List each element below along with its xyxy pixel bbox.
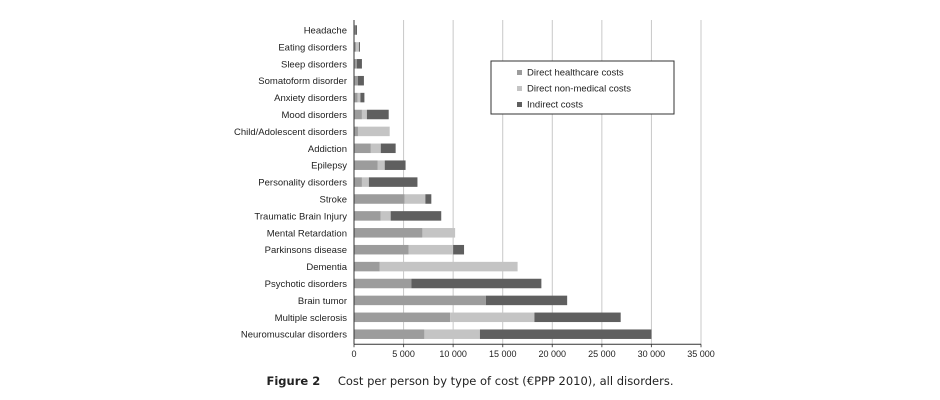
bar-segment-indirect [453, 245, 464, 255]
bar-segment-indirect [369, 177, 418, 187]
bar-segment-direct-healthcare [354, 296, 486, 306]
x-tick-labels [351, 349, 714, 359]
x-tick-label: 15 000 [488, 349, 517, 360]
bar-segment-indirect [355, 25, 356, 35]
bar-segment-direct-healthcare [354, 245, 409, 255]
x-tick-label: 5 000 [392, 349, 415, 360]
x-tick-label: 20 000 [538, 349, 567, 360]
x-tick-label: 25 000 [588, 349, 616, 360]
bar-segment-indirect [391, 211, 442, 221]
bar-segment-direct-non-medical [362, 110, 367, 120]
x-tick-label: 30 000 [637, 349, 666, 360]
legend-swatch [517, 70, 522, 75]
bar-segment-direct-healthcare [354, 228, 422, 238]
bar-segment-indirect [486, 296, 567, 306]
category-label: Headache [303, 25, 347, 37]
category-label: Multiple sclerosis [274, 312, 347, 324]
category-label: Dementia [306, 262, 347, 274]
bar-segment-direct-healthcare [354, 211, 381, 221]
bar-segment-direct-healthcare [354, 329, 424, 339]
category-label: Parkinsons disease [264, 245, 347, 257]
category-labels [234, 26, 348, 341]
bar-segment-direct-healthcare [354, 110, 362, 120]
legend-label: Direct healthcare costs [527, 67, 624, 79]
legend [491, 61, 674, 114]
bar-segment-indirect [534, 313, 620, 323]
bar-segment-indirect [480, 329, 652, 339]
bar-segment-direct-non-medical [362, 177, 369, 187]
category-label: Epilepsy [311, 160, 347, 172]
bar-segment-direct-healthcare [354, 262, 380, 272]
bar-segment-direct-non-medical [381, 211, 391, 221]
bar-segment-indirect [412, 279, 542, 289]
category-label: Mood disorders [281, 110, 347, 121]
bar-segment-direct-healthcare [354, 177, 362, 187]
bar-segment-direct-non-medical [424, 329, 480, 339]
x-tick-label: 35 000 [687, 349, 715, 360]
bar-segment-direct-non-medical [380, 262, 518, 272]
bar-segment-direct-healthcare [354, 279, 412, 289]
bar-segment-indirect [367, 110, 389, 120]
bar-segment-direct-healthcare [354, 76, 358, 86]
bar-segment-indirect [360, 93, 364, 103]
category-label: Sleep disorders [280, 59, 347, 71]
category-label: Mental Retardation [266, 228, 347, 240]
bar-segment-direct-healthcare [354, 194, 405, 204]
bar-segment-direct-non-medical [405, 194, 426, 204]
legend-swatch [517, 86, 522, 91]
category-label: Somatoform disorder [258, 76, 347, 88]
category-label: Personality disorders [258, 177, 347, 189]
bar-segment-direct-healthcare [354, 93, 357, 103]
bar-segment-indirect [425, 194, 431, 204]
bar-segment-indirect [359, 42, 360, 52]
bar-segment-direct-non-medical [371, 144, 381, 154]
bar-segment-direct-healthcare [354, 160, 378, 170]
bar-segment-direct-non-medical [422, 228, 455, 238]
category-label: Addiction [307, 143, 347, 155]
bar-segment-direct-healthcare [354, 313, 450, 323]
bar-segment-indirect [385, 160, 406, 170]
category-label: Neuromuscular disorders [240, 329, 347, 341]
category-label: Traumatic Brain Injury [254, 211, 347, 223]
figure-caption [0, 374, 940, 388]
category-label: Brain tumor [297, 295, 347, 307]
category-label: Child/Adolescent disorders [233, 126, 347, 138]
category-label: Eating disorders [278, 42, 347, 54]
x-tick-label: 0 [351, 349, 357, 360]
bar-segment-indirect [358, 76, 364, 86]
legend-label: Direct non-medical costs [527, 83, 632, 95]
caption-text: Cost per person by type of cost (€PPP 2010), all disorders. [337, 374, 674, 388]
category-label: Anxiety disorders [274, 93, 347, 105]
bar-segment-direct-non-medical [378, 160, 385, 170]
legend-label: Indirect costs [527, 99, 583, 111]
legend-swatch [517, 102, 522, 107]
bar-segment-direct-non-medical [357, 93, 360, 103]
figure-number: Figure 2 [266, 374, 321, 388]
bar-segment-indirect [381, 144, 396, 154]
bar-segment-direct-non-medical [409, 245, 454, 255]
category-label: Stroke [319, 194, 347, 206]
bar-segment-direct-non-medical [450, 313, 534, 323]
bar-segment-direct-healthcare [354, 144, 371, 154]
category-label: Psychotic disorders [264, 279, 347, 290]
bar-segment-direct-non-medical [358, 127, 390, 136]
bar-segment-direct-non-medical [356, 42, 359, 52]
bar-segment-direct-healthcare [354, 127, 358, 136]
bar-segment-indirect [357, 59, 362, 69]
x-tick-label: 10 000 [439, 349, 467, 360]
